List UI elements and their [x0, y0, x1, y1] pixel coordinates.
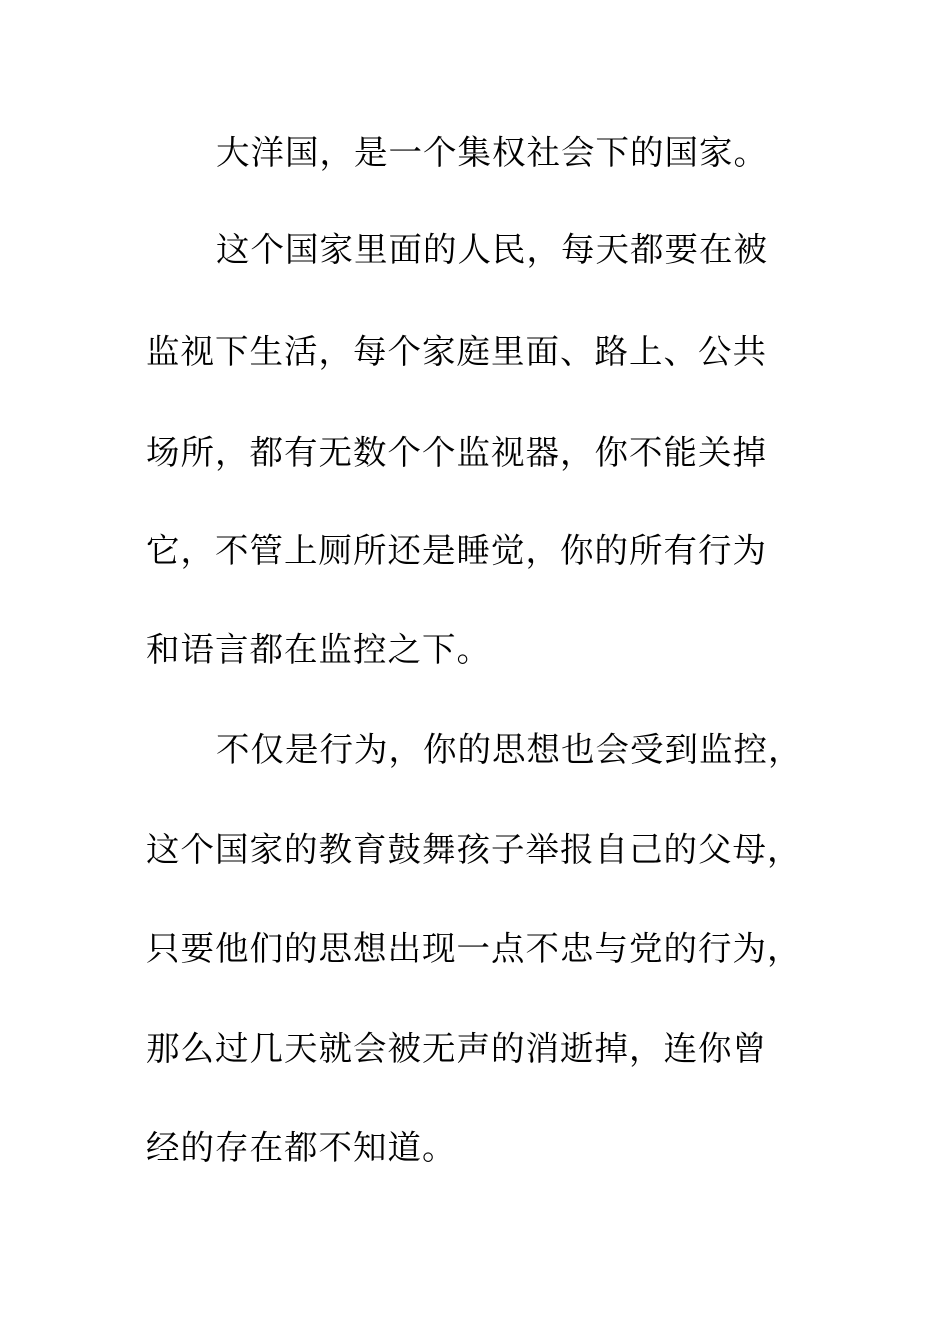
- paragraph-2-line-5: 和语言都在监控之下。: [146, 630, 491, 669]
- paragraph-3-line-5: 经的存在都不知道。: [146, 1128, 457, 1167]
- paragraph-2-line-3: 场所，都有无数个个监视器，你不能关掉: [146, 433, 767, 472]
- paragraph-2-line-1: 这个国家里面的人民，每天都要在被: [216, 230, 768, 269]
- paragraph-3-line-4: 那么过几天就会被无声的消逝掉，连你曾: [146, 1029, 767, 1068]
- paragraph-3-line-2: 这个国家的教育鼓舞孩子举报自己的父母，: [146, 830, 802, 869]
- paragraph-3-line-3: 只要他们的思想出现一点不忠与党的行为，: [146, 929, 802, 968]
- paragraph-1-line-1: 大洋国，是一个集权社会下的国家。: [216, 133, 768, 172]
- paragraph-2-line-4: 它，不管上厕所还是睡觉，你的所有行为: [146, 531, 767, 570]
- paragraph-3-line-1: 不仅是行为，你的思想也会受到监控，: [216, 730, 803, 769]
- paragraph-2-line-2: 监视下生活，每个家庭里面、路上、公共: [146, 332, 767, 371]
